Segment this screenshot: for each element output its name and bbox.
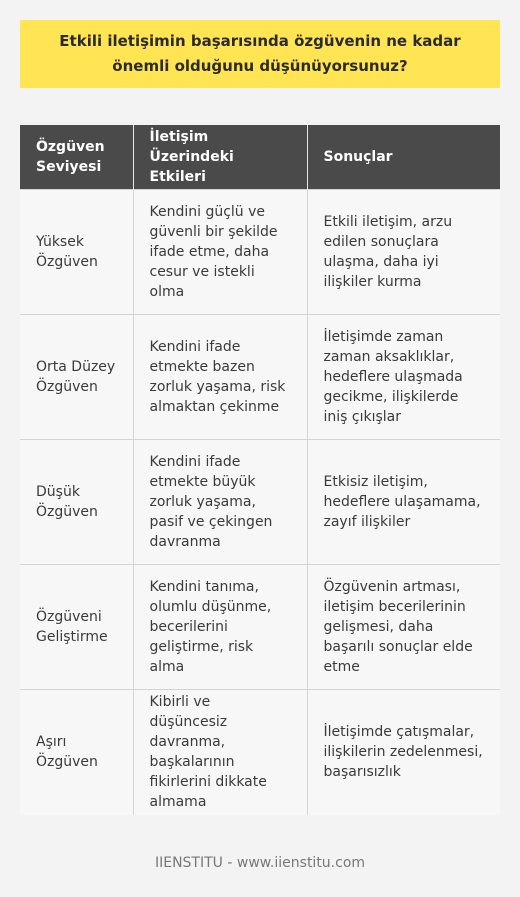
- column-header: Özgüven Seviyesi: [20, 125, 133, 190]
- title-banner: [20, 20, 500, 88]
- table-row: [20, 315, 500, 440]
- table-row: [20, 690, 500, 815]
- table-cell-level: Orta Düzey Özgüven: [20, 315, 133, 440]
- table-cell-effects: Kendini ifade etmekte bazen zorluk yaşama, risk almaktan çekinme: [133, 315, 307, 440]
- table-cell-results: Etkisiz iletişim, hedeflere ulaşamama, zayıf ilişkiler: [307, 440, 500, 565]
- table-cell-results: Etkili iletişim, arzu edilen sonuçlara ulaşma, daha iyi ilişkiler kurma: [307, 190, 500, 315]
- table-cell-effects: Kendini tanıma, olumlu düşünme, becerilerini geliştirme, risk alma: [133, 565, 307, 690]
- comparison-table: [20, 125, 500, 815]
- table-cell-results: Özgüvenin artması, iletişim becerilerinin gelişmesi, daha başarılı sonuçlar elde etme: [307, 565, 500, 690]
- table-cell-effects: Kendini güçlü ve güvenli bir şekilde ifade etme, daha cesur ve istekli olma: [133, 190, 307, 315]
- table-cell-level: Yüksek Özgüven: [20, 190, 133, 315]
- column-header: Sonuçlar: [307, 125, 500, 190]
- footer-credit: IIENSTITU - www.iienstitu.com: [154, 855, 366, 871]
- table-cell-level: Özgüveni Geliştirme: [20, 565, 133, 690]
- table-cell-level: Düşük Özgüven: [20, 440, 133, 565]
- page-title: Etkili iletişimin başarısında özgüvenin ne kadar önemli olduğunu düşünüyorsunuz?: [59, 32, 461, 75]
- table-cell-level: Aşırı Özgüven: [20, 690, 133, 815]
- table-cell-results: İletişimde çatışmalar, ilişkilerin zedelenmesi, başarısızlık: [307, 690, 500, 815]
- table-row: [20, 440, 500, 565]
- table-cell-results: İletişimde zaman zaman aksaklıklar, hedeflere ulaşmada gecikme, ilişkilerde iniş çıkışlar: [307, 315, 500, 440]
- column-header: İletişim Üzerindeki Etkileri: [133, 125, 307, 190]
- table-row: [20, 565, 500, 690]
- table-header-row: [20, 125, 500, 190]
- table-cell-effects: Kibirli ve düşüncesiz davranma, başkalarının fikirlerini dikkate almama: [133, 690, 307, 815]
- table-row: [20, 190, 500, 315]
- table-cell-effects: Kendini ifade etmekte büyük zorluk yaşama, pasif ve çekingen davranma: [133, 440, 307, 565]
